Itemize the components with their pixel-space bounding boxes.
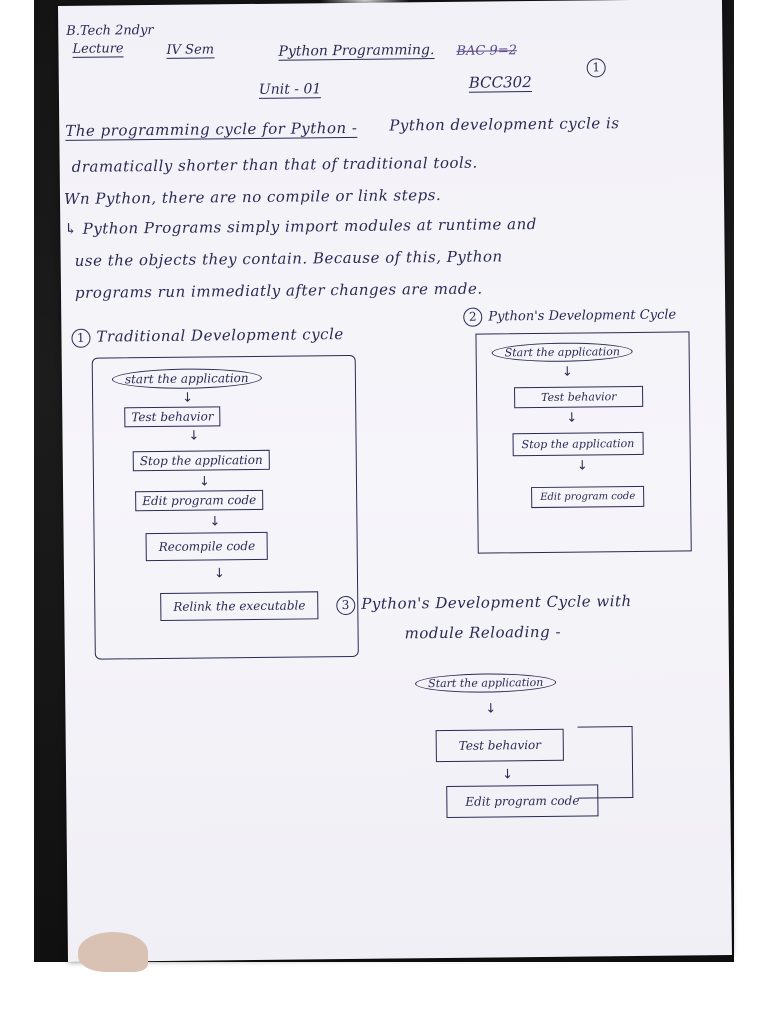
- down-arrow-icon: ↓: [198, 474, 210, 490]
- page-number-badge: [587, 56, 612, 77]
- old-course-code: BAC 9=2: [456, 43, 518, 59]
- intro-line: dramatically shorter than that of traditional tools.: [71, 153, 478, 176]
- diagram1-title-text: Traditional Development cycle: [96, 325, 344, 346]
- diagram3-title: [336, 592, 632, 615]
- diagram3-loop-frame: [578, 726, 634, 799]
- diagram3-step-edit: Edit program code: [446, 784, 598, 818]
- intro-heading: The programming cycle for Python -: [65, 118, 358, 140]
- diagram2-step-edit: Edit program code: [531, 486, 644, 508]
- diagram1-step-start: start the application: [112, 368, 262, 390]
- notebook-page: [58, 0, 732, 962]
- finger-thumb: [78, 932, 148, 972]
- unit-label: Unit - 01: [258, 81, 322, 98]
- diagram3-step-test: Test behavior: [436, 729, 565, 762]
- diagram1-step-recompile: Recompile code: [146, 532, 269, 561]
- diagram1-title: [71, 325, 343, 348]
- lecture-label: Lecture: [72, 41, 124, 57]
- diagram1-step-test: Test behavior: [124, 406, 220, 427]
- diagram1-step-stop: Stop the application: [133, 450, 270, 471]
- down-arrow-icon: ↓: [576, 458, 588, 474]
- diagram1-number: 1: [71, 329, 90, 348]
- diagram2-step-start: Start the application: [492, 342, 633, 362]
- down-arrow-icon: ↓: [566, 410, 578, 426]
- down-arrow-icon: ↓: [188, 428, 200, 444]
- diagram3-title-line1: Python's Development Cycle with: [361, 592, 632, 613]
- intro-line: ↳ Python Programs simply import modules at runtime and: [64, 214, 537, 238]
- semester-label: IV Sem: [166, 42, 215, 58]
- page-number: 1: [587, 58, 606, 77]
- subject-title: Python Programming.: [278, 42, 435, 60]
- course-code: BCC302: [468, 73, 532, 92]
- diagram2-step-stop: Stop the application: [512, 432, 643, 456]
- intro-line: Wn Python, there are no compile or link steps.: [63, 185, 442, 208]
- down-arrow-icon: ↓: [501, 767, 514, 783]
- course-label: B.Tech 2ndyr: [66, 23, 154, 39]
- down-arrow-icon: ↓: [182, 390, 194, 406]
- diagram3-step-start: Start the application: [415, 673, 556, 693]
- diagram2-title: [463, 306, 676, 327]
- diagram1-step-relink: Relink the executable: [160, 591, 318, 621]
- intro-line: programs run immediatly after changes are made.: [74, 279, 483, 302]
- diagram2-step-test: Test behavior: [514, 386, 644, 408]
- down-arrow-icon: ↓: [213, 566, 225, 582]
- diagram3-title-line2: module Reloading -: [404, 622, 562, 643]
- down-arrow-icon: ↓: [561, 364, 573, 380]
- diagram3-number: 3: [336, 596, 355, 615]
- diagram2-title-text: Python's Development Cycle: [488, 307, 677, 325]
- down-arrow-icon: ↓: [485, 701, 497, 717]
- diagram2-number: 2: [463, 308, 482, 327]
- intro-line: use the objects they contain. Because of this, Python: [74, 247, 503, 270]
- down-arrow-icon: ↓: [209, 514, 221, 530]
- diagram1-step-edit: Edit program code: [135, 490, 263, 511]
- intro-line: Python development cycle is: [389, 114, 620, 135]
